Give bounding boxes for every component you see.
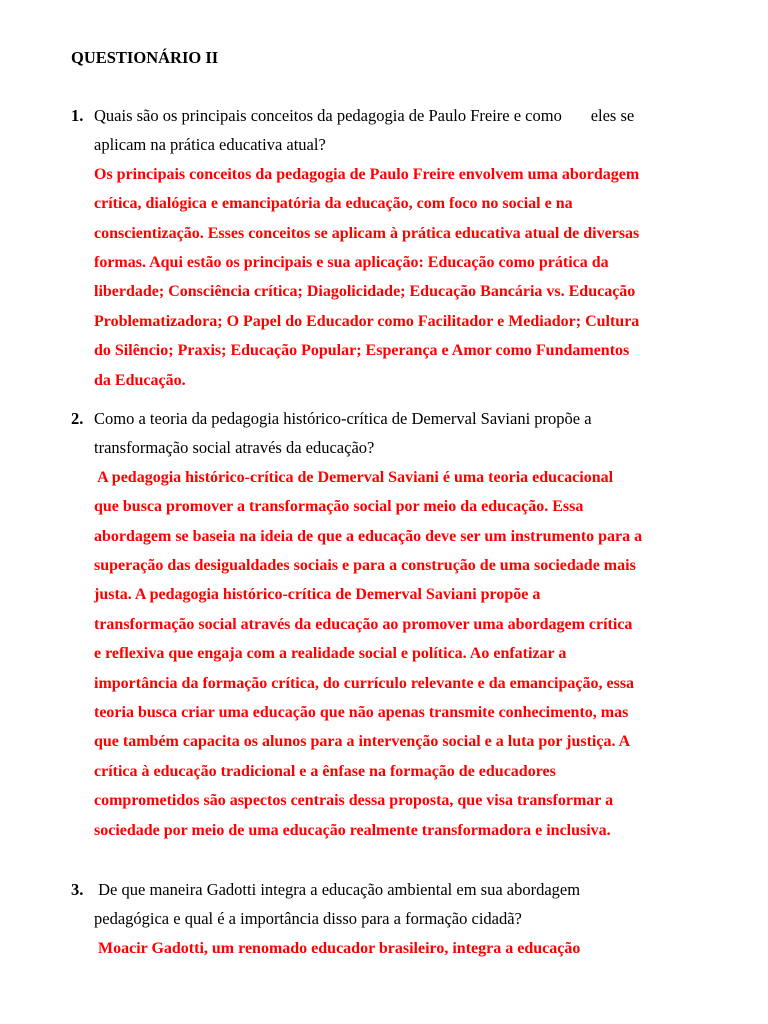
answer-text (94, 934, 721, 963)
question-3 (71, 875, 721, 963)
question-text (94, 404, 721, 463)
question-line: De que maneira Gadotti integra a educação ambiental em sua abordagem (94, 880, 581, 899)
answer-line: A pedagogia histórico-crítica de Demerval Saviani é uma teoria educacional (94, 468, 614, 486)
answer-line: formas. Aqui estão os principais e sua aplicação: Educação como prática da (94, 254, 609, 272)
answer-line: crítica, dialógica e emancipatória da educação, com foco no social e na (94, 195, 573, 213)
question-number: 2. (71, 409, 84, 428)
question-1 (71, 101, 721, 395)
answer-line: transformação social através da educação ao promover uma abordagem crítica (94, 615, 633, 633)
answer-text (94, 463, 721, 845)
answer-line: e reflexiva que engaja com a realidade social e política. Ao enfatizar a (94, 645, 567, 663)
answer-line: Problematizadora; O Papel do Educador como Facilitador e Mediador; Cultura (94, 312, 640, 330)
question-line: Como a teoria da pedagogia histórico-crítica de Demerval Saviani propõe a (94, 409, 592, 428)
question-line: transformação social através da educação? (94, 438, 375, 458)
question-number: 3. (71, 880, 84, 899)
answer-line: superação das desigualdades sociais e para a construção de uma sociedade mais (94, 557, 636, 575)
question-text (94, 875, 721, 934)
answer-line: que busca promover a transformação social por meio da educação. Essa (94, 498, 584, 516)
answer-line: sociedade por meio de uma educação realmente transformadora e inclusiva. (94, 821, 611, 839)
answer-line: Os principais conceitos da pedagogia de Paulo Freire envolvem uma abordagem (94, 165, 640, 183)
question-text (94, 101, 721, 160)
answer-line: que também capacita os alunos para a intervenção social e a luta por justiça. A (94, 733, 631, 751)
answer-line: importância da formação crítica, do currículo relevante e da emancipação, essa (94, 674, 635, 692)
answer-line: liberdade; Consciência crítica; Diagolicidade; Educação Bancária vs. Educação (94, 283, 636, 301)
answer-line: comprometidos são aspectos centrais dessa proposta, que visa transformar a (94, 792, 614, 810)
question-number: 1. (71, 106, 84, 125)
question-line: pedagógica e qual é a importância disso para a formação cidadã? (94, 909, 522, 929)
question-line: Quais são os principais conceitos da pedagogia de Paulo Freire e como eles se (94, 106, 635, 125)
answer-text (94, 160, 721, 395)
answer-line: crítica à educação tradicional e a ênfase na formação de educadores (94, 762, 556, 780)
document-title: QUESTIONÁRIO II (71, 48, 219, 67)
answer-line: teoria busca criar uma educação que não apenas transmite conhecimento, mas (94, 704, 629, 722)
question-2 (71, 404, 721, 845)
answer-line: do Silêncio; Praxis; Educação Popular; Esperança e Amor como Fundamentos (94, 342, 630, 360)
answer-line: conscientização. Esses conceitos se aplicam à prática educativa atual de diversas (94, 224, 640, 242)
question-line: aplicam na prática educativa atual? (94, 135, 326, 155)
answer-line: abordagem se baseia na ideia de que a educação deve ser um instrumento para a (94, 527, 643, 545)
answer-line: justa. A pedagogia histórico-crítica de Demerval Saviani propõe a (94, 586, 541, 604)
answer-line: Moacir Gadotti, um renomado educador brasileiro, integra a educação (94, 939, 581, 957)
answer-line: da Educação. (94, 371, 186, 389)
